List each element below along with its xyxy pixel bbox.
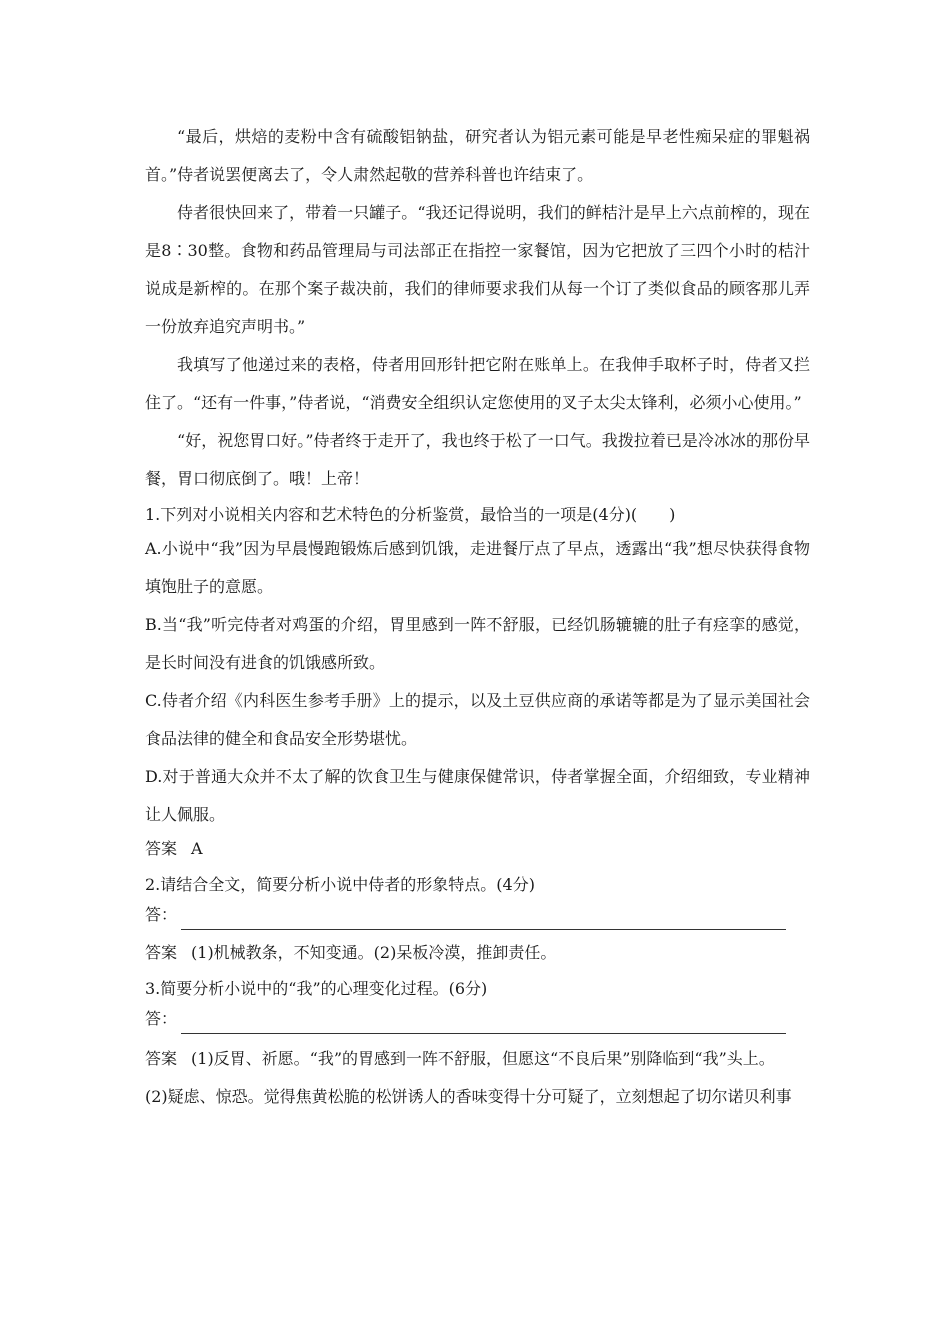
document-page — [145, 118, 810, 1116]
story-paragraph: 侍者很快回来了，带着一只罐子。“我还记得说明，我们的鲜桔汁是早上六点前榨的，现在是8∶30整。食物和药品管理局与司法部正在指控一家餐馆，因为它把放了三四个小时的桔汁说成是新榨的。在那个案子裁决前，我们的律师要求我们从每一个订了类似食品的顾客那儿弄一份放弃追究声明书。” — [145, 203, 810, 336]
question-3-answer-part2: (2)疑虑、惊恐。觉得焦黄松脆的松饼诱人的香味变得十分可疑了，立刻想起了切尔诺贝利事 — [145, 1087, 792, 1106]
story-paragraph: “好，祝您胃口好。”侍者终于走开了，我也终于松了一口气。我拨拉着已是冷冰冰的那份早餐，胃口彻底倒了。哦！上帝！ — [145, 431, 810, 488]
question-2-stem: 2.请结合全文，简要分析小说中侍者的形象特点。(4分) — [145, 875, 535, 894]
question-1-option-c: C.侍者介绍《内科医生参考手册》上的提示，以及土豆供应商的承诺等都是为了显示美国社会食品法律的健全和食品安全形势堪忧。 — [145, 691, 810, 748]
answer-blank[interactable] — [181, 911, 786, 930]
question-2-answer — [145, 938, 810, 968]
question-2-answer-line — [145, 900, 810, 930]
answer-value: A — [191, 839, 203, 858]
answer-value: (1)反胃、祈愿。“我”的胃感到一阵不舒服，但愿这“不良后果”别降临到“我”头上。 — [191, 1049, 775, 1068]
answer-label: 答案 — [145, 1049, 178, 1068]
answer-prompt: 答： — [145, 905, 178, 924]
question-1-option-b: B.当“我”听完侍者对鸡蛋的介绍，胃里感到一阵不舒服，已经饥肠辘辘的肚子有痉挛的感觉，是长时间没有进食的饥饿感所致。 — [145, 615, 810, 672]
question-3-answer-part1 — [145, 1040, 810, 1078]
answer-label: 答案 — [145, 943, 178, 962]
answer-prompt: 答： — [145, 1009, 178, 1028]
question-1-stem: 1.下列对小说相关内容和艺术特色的分析鉴赏，最恰当的一项是(4分)( ) — [145, 505, 676, 524]
story-paragraph: “最后，烘焙的麦粉中含有硫酸铝钠盐，研究者认为铝元素可能是早老性痴呆症的罪魁祸首。”侍者说罢便离去了，令人肃然起敬的营养科普也许结束了。 — [145, 127, 810, 184]
answer-blank[interactable] — [181, 1015, 786, 1034]
answer-value: (1)机械教条，不知变通。(2)呆板冷漠，推卸责任。 — [191, 943, 557, 962]
question-1-option-d: D.对于普通大众并不太了解的饮食卫生与健康保健常识，侍者掌握全面，介绍细致，专业精神让人佩服。 — [145, 767, 810, 824]
answer-label: 答案 — [145, 839, 178, 858]
question-3-answer-line — [145, 1004, 810, 1034]
question-1-answer — [145, 834, 810, 864]
story-paragraph: 我填写了他递过来的表格，侍者用回形针把它附在账单上。在我伸手取杯子时，侍者又拦住了。“还有一件事，”侍者说，“消费安全组织认定您使用的叉子太尖太锋利，必须小心使用。” — [145, 355, 810, 412]
question-1-option-a: A.小说中“我”因为早晨慢跑锻炼后感到饥饿，走进餐厅点了早点，透露出“我”想尽快获得食物填饱肚子的意愿。 — [145, 539, 810, 596]
question-3-stem: 3.简要分析小说中的“我”的心理变化过程。(6分) — [145, 979, 488, 998]
